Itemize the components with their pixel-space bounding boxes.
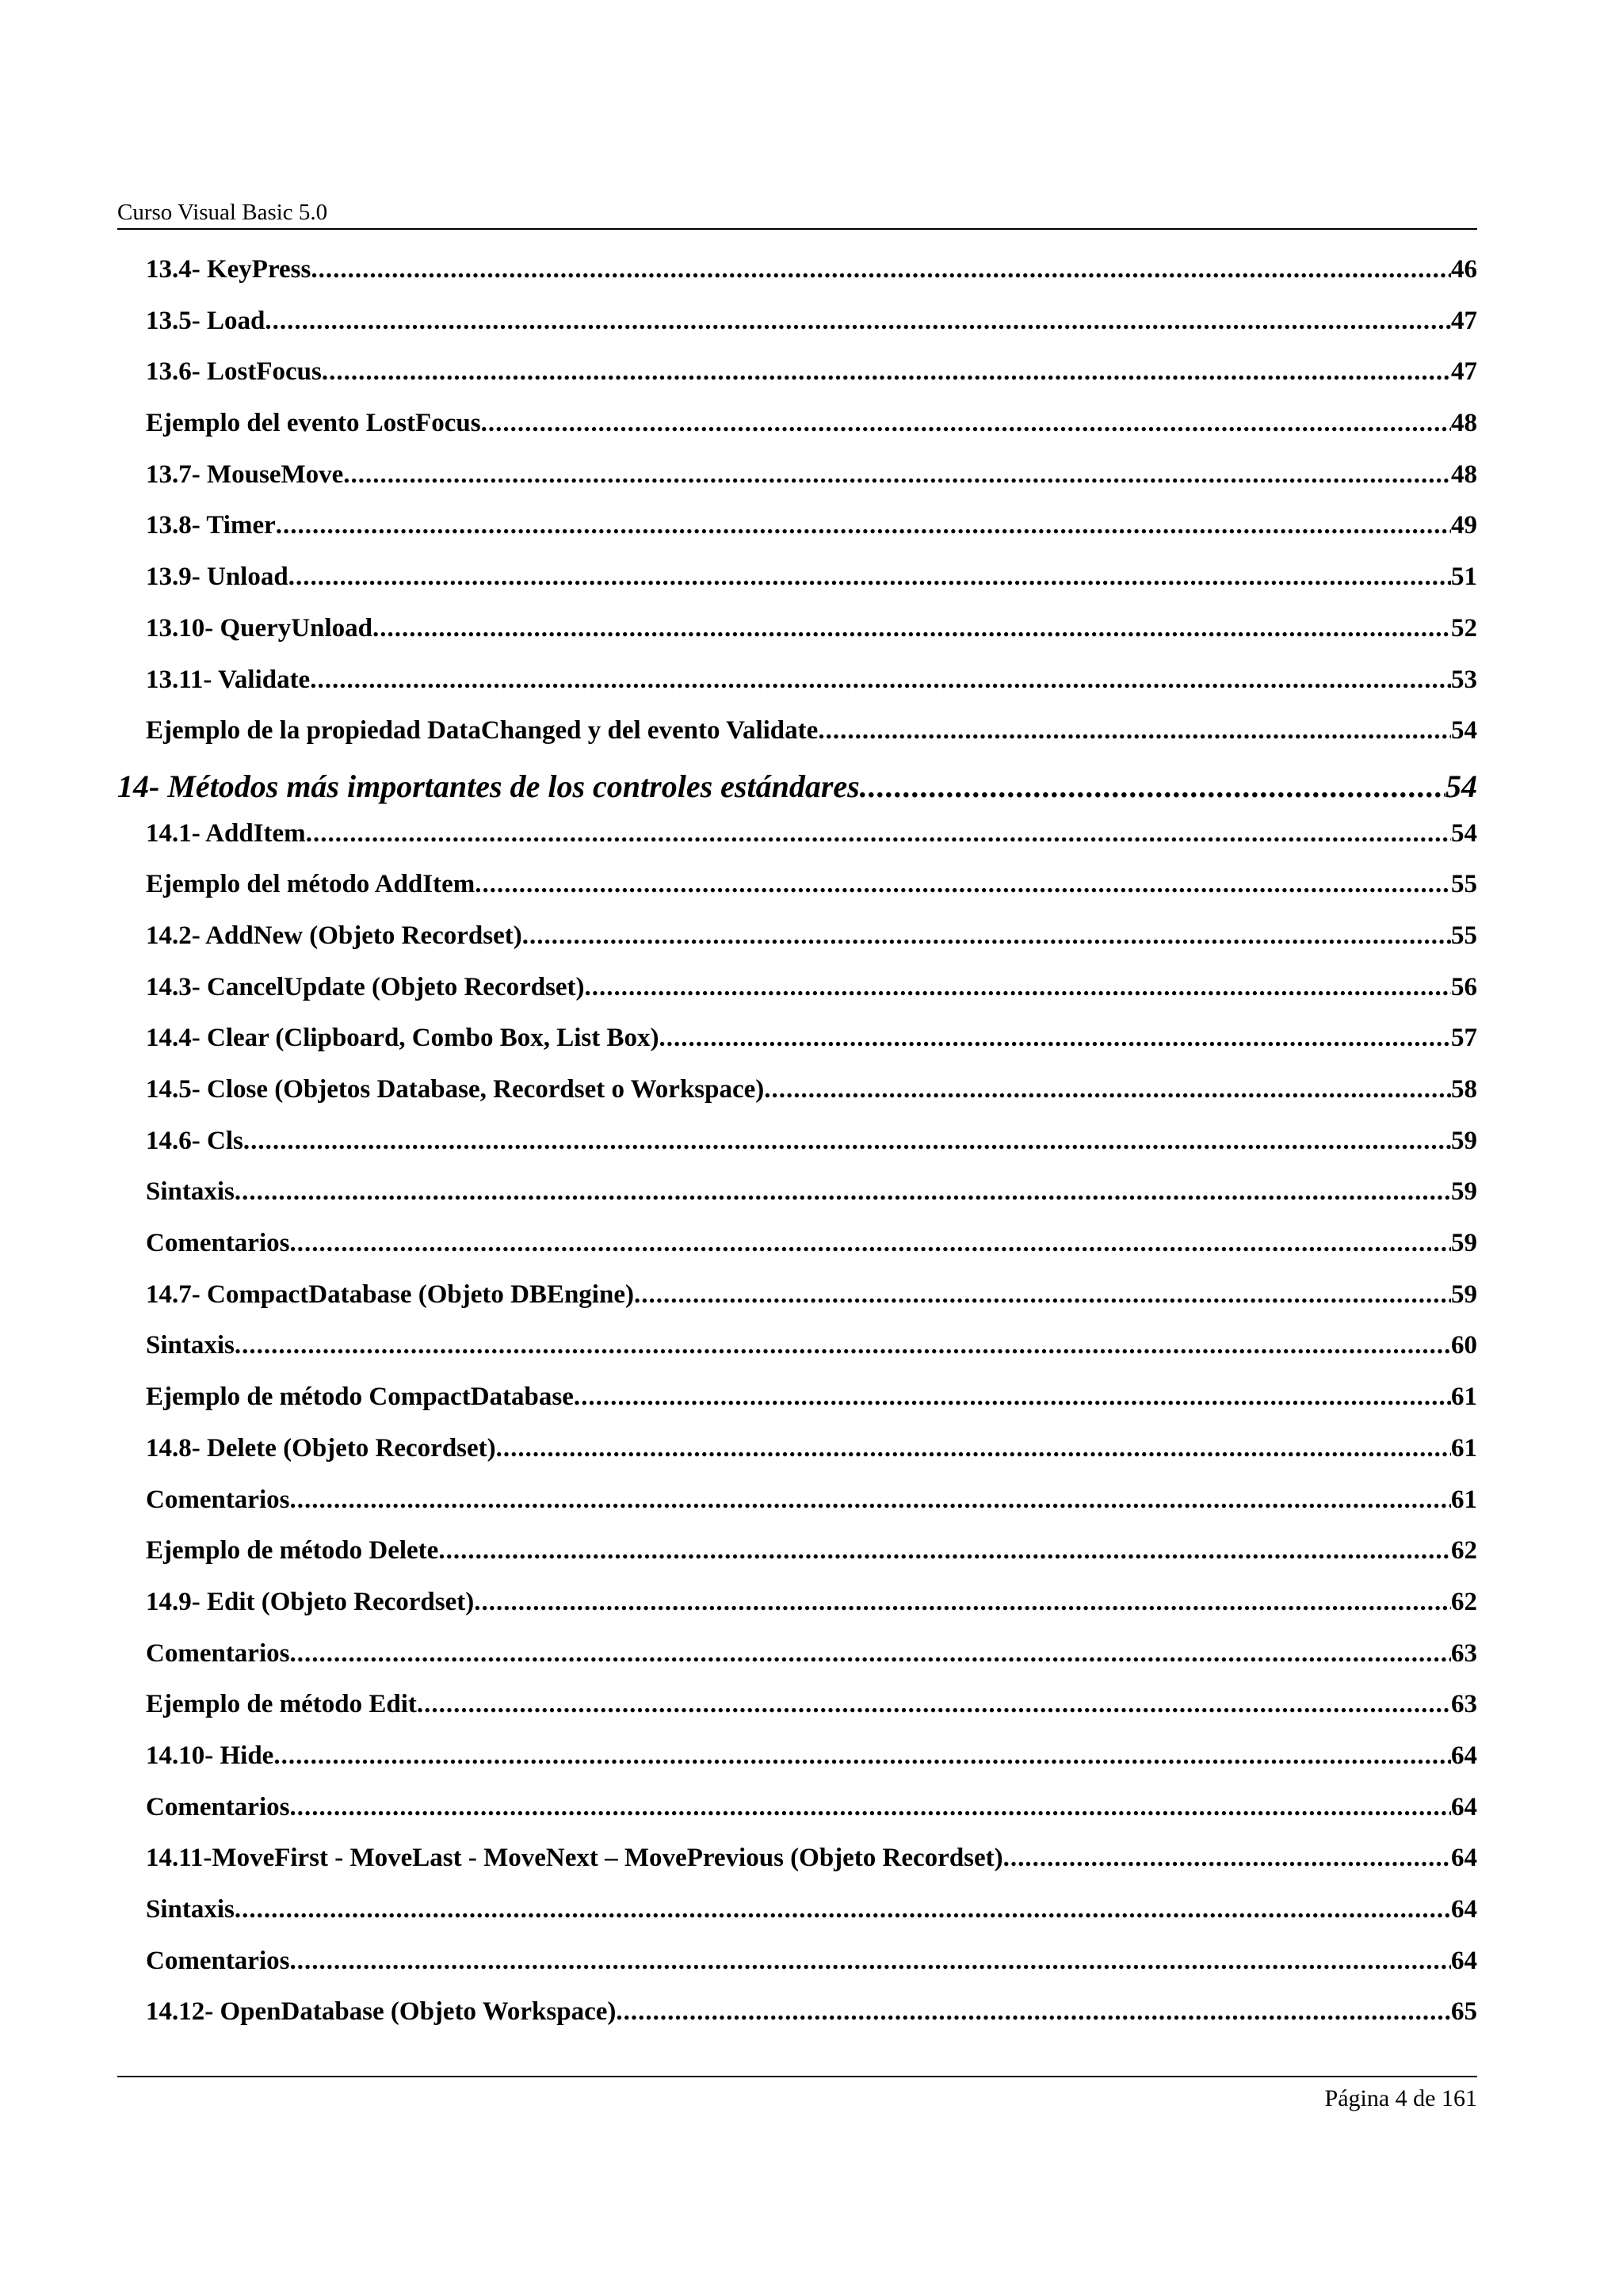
toc-dot-leader	[634, 1280, 1451, 1310]
toc-dot-leader	[1003, 1844, 1451, 1873]
toc-entry[interactable]	[117, 1434, 1477, 1486]
toc-entry-page: 63	[1451, 1638, 1477, 1668]
toc-entry-title: Ejemplo de la propiedad DataChanged y del evento Validate	[146, 716, 819, 746]
toc-dot-leader	[235, 1895, 1451, 1924]
toc-entry[interactable]	[117, 1844, 1477, 1895]
toc-entry-title: Comentarios	[146, 1229, 290, 1258]
toc-entry-page: 55	[1451, 870, 1477, 899]
toc-entry[interactable]	[117, 870, 1477, 921]
toc-entry[interactable]	[117, 1536, 1477, 1588]
toc-entry[interactable]	[117, 1127, 1477, 1178]
toc-dot-leader	[322, 357, 1451, 387]
toc-entry[interactable]	[117, 1588, 1477, 1639]
toc-dot-leader	[311, 255, 1451, 284]
toc-entry-page: 64	[1451, 1844, 1477, 1873]
toc-entry-page: 54	[1451, 818, 1477, 848]
toc-dot-leader	[438, 1536, 1451, 1566]
toc-entry-title: Ejemplo del método AddItem	[146, 870, 475, 899]
toc-entry-title: Comentarios	[146, 1792, 290, 1821]
toc-dot-leader	[289, 1229, 1451, 1258]
toc-entry[interactable]	[117, 666, 1477, 717]
toc-entry-page: 60	[1451, 1331, 1477, 1360]
toc-entry-page: 61	[1451, 1433, 1477, 1463]
toc-entry[interactable]	[117, 1895, 1477, 1947]
toc-entry-page: 64	[1451, 1741, 1477, 1770]
toc-entry-title: 13.4- KeyPress	[146, 255, 311, 284]
toc-entry[interactable]	[117, 1639, 1477, 1691]
toc-entry[interactable]	[117, 973, 1477, 1024]
toc-entry-title: 14.11-MoveFirst - MoveLast - MoveNext – MovePrevious (Objeto Recordset)	[146, 1844, 1003, 1873]
toc-dot-leader	[475, 870, 1451, 899]
toc-entry-page: 64	[1451, 1895, 1477, 1924]
toc-entry-page: 54	[1445, 768, 1477, 804]
toc-entry[interactable]	[117, 1024, 1477, 1075]
toc-entry[interactable]	[117, 1075, 1477, 1127]
toc-entry-title: 14.3- CancelUpdate (Objeto Recordset)	[146, 972, 585, 1001]
toc-entry[interactable]	[117, 460, 1477, 512]
toc-entry[interactable]	[117, 255, 1477, 307]
toc-entry-page: 61	[1451, 1383, 1477, 1412]
toc-entry-page: 61	[1451, 1485, 1477, 1514]
toc-entry-page: 59	[1451, 1280, 1477, 1309]
toc-entry-page: 47	[1451, 306, 1477, 335]
toc-entry-title: 14.10- Hide	[146, 1741, 274, 1770]
toc-entry[interactable]	[117, 819, 1477, 871]
toc-entry-title: 14.1- AddItem	[146, 818, 306, 848]
toc-entry-title: 13.10- QueryUnload	[146, 613, 373, 643]
toc-entry[interactable]	[117, 563, 1477, 614]
toc-dot-leader	[522, 921, 1451, 951]
toc-entry[interactable]	[117, 1331, 1477, 1383]
toc-entry-page: 59	[1451, 1229, 1477, 1258]
toc-dot-leader	[860, 768, 1445, 805]
toc-dot-leader	[289, 1486, 1451, 1515]
toc-dot-leader	[289, 1947, 1451, 1976]
toc-entry-page: 64	[1451, 1946, 1477, 1975]
toc-entry[interactable]	[117, 921, 1477, 973]
toc-entry[interactable]	[117, 1997, 1477, 2049]
toc-dot-leader	[288, 563, 1451, 592]
toc-entry[interactable]	[117, 357, 1477, 409]
toc-entry-page: 59	[1451, 1126, 1477, 1155]
toc-entry-page: 59	[1451, 1177, 1477, 1207]
toc-entry-page: 56	[1451, 972, 1477, 1001]
toc-entry-title: Ejemplo de método Delete	[146, 1536, 439, 1566]
toc-entry-title: Comentarios	[146, 1946, 290, 1975]
page-footer	[117, 2076, 1477, 2112]
toc-dot-leader	[574, 1383, 1451, 1412]
toc-entry-title: 13.11- Validate	[146, 665, 311, 694]
toc-entry-title: Ejemplo de método Edit	[146, 1690, 417, 1719]
toc-entry-page: 58	[1451, 1075, 1477, 1104]
toc-entry[interactable]	[117, 1741, 1477, 1793]
toc-dot-leader	[818, 716, 1451, 746]
toc-dot-leader	[764, 1075, 1451, 1104]
toc-dot-leader	[235, 1331, 1451, 1360]
toc-entry-title: 14.6- Cls	[146, 1126, 243, 1155]
toc-dot-leader	[289, 1639, 1451, 1669]
toc-entry[interactable]	[117, 307, 1477, 358]
toc-entry-page: 63	[1451, 1690, 1477, 1719]
toc-entry-title: 13.5- Load	[146, 306, 265, 335]
toc-dot-leader	[616, 1997, 1451, 2027]
toc-entry-title: Comentarios	[146, 1485, 290, 1514]
toc-dot-leader	[265, 307, 1451, 336]
toc-dot-leader	[276, 511, 1451, 540]
toc-entry[interactable]	[117, 1486, 1477, 1537]
toc-entry-title: 14.4- Clear (Clipboard, Combo Box, List Box)	[146, 1024, 659, 1053]
toc-entry-title: Ejemplo de método CompactDatabase	[146, 1383, 574, 1412]
toc-entry-page: 54	[1451, 716, 1477, 746]
toc-entry-title: 14.12- OpenDatabase (Objeto Workspace)	[146, 1997, 617, 2027]
toc-dot-leader	[343, 460, 1451, 490]
toc-dot-leader	[481, 409, 1451, 438]
toc-entry[interactable]	[117, 511, 1477, 563]
toc-entry-page: 53	[1451, 665, 1477, 694]
toc-entry-title: Comentarios	[146, 1638, 290, 1668]
page-header	[117, 196, 1477, 230]
toc-entry-page: 55	[1451, 921, 1477, 950]
toc-entry-title: 14.7- CompactDatabase (Objeto DBEngine)	[146, 1280, 634, 1309]
toc-entry[interactable]	[117, 1177, 1477, 1229]
toc-entry[interactable]	[117, 1947, 1477, 1998]
toc-entry-page: 48	[1451, 460, 1477, 489]
toc-entry-page: 48	[1451, 409, 1477, 438]
toc-entry-page: 47	[1451, 357, 1477, 387]
toc-entry-title: 13.7- MouseMove	[146, 460, 344, 489]
toc-entry-page: 65	[1451, 1997, 1477, 2027]
toc-entry-title: 14.9- Edit (Objeto Recordset)	[146, 1587, 475, 1616]
toc-entry[interactable]	[117, 1229, 1477, 1280]
toc-entry-page: 62	[1451, 1587, 1477, 1616]
toc-entry-page: 51	[1451, 563, 1477, 592]
toc-entry[interactable]	[117, 409, 1477, 460]
document-title: Curso Visual Basic 5.0	[117, 200, 328, 225]
toc-entry-title: 13.9- Unload	[146, 563, 288, 592]
toc-dot-leader	[306, 819, 1451, 849]
toc-dot-leader	[243, 1127, 1451, 1156]
toc-dot-leader	[659, 1024, 1452, 1053]
toc-entry-title: Sintaxis	[146, 1331, 235, 1360]
toc-chapter-entry[interactable]	[117, 768, 1477, 819]
toc-entry-page: 64	[1451, 1792, 1477, 1821]
toc-entry[interactable]	[117, 1280, 1477, 1332]
toc-dot-leader	[273, 1741, 1451, 1771]
toc-entry[interactable]	[117, 614, 1477, 666]
toc-dot-leader	[417, 1690, 1451, 1719]
toc-entry-title: Sintaxis	[146, 1177, 235, 1207]
toc-entry-title: Ejemplo del evento LostFocus	[146, 409, 481, 438]
toc-dot-leader	[235, 1177, 1451, 1207]
toc-entry-title: Sintaxis	[146, 1895, 235, 1924]
toc-dot-leader	[474, 1588, 1451, 1617]
toc-entry-title: 14.8- Delete (Objeto Recordset)	[146, 1433, 496, 1463]
page-number: Página 4 de 161	[1324, 2085, 1477, 2111]
table-of-contents	[117, 255, 1477, 2049]
toc-entry-page: 52	[1451, 613, 1477, 643]
toc-entry[interactable]	[117, 1383, 1477, 1434]
toc-entry[interactable]	[117, 716, 1477, 768]
toc-dot-leader	[372, 614, 1451, 643]
toc-entry-page: 57	[1451, 1024, 1477, 1053]
toc-entry-title: 13.8- Timer	[146, 511, 276, 540]
toc-entry[interactable]	[117, 1690, 1477, 1741]
toc-entry[interactable]	[117, 1793, 1477, 1844]
toc-dot-leader	[289, 1793, 1451, 1822]
toc-dot-leader	[585, 973, 1451, 1002]
toc-entry-page: 46	[1451, 255, 1477, 284]
toc-entry-title: 14.2- AddNew (Objeto Recordset)	[146, 921, 522, 950]
toc-entry-title: 14.5- Close (Objetos Database, Recordset o Workspace)	[146, 1075, 765, 1104]
toc-entry-title: 13.6- LostFocus	[146, 357, 322, 387]
toc-entry-page: 49	[1451, 511, 1477, 540]
toc-entry-page: 62	[1451, 1536, 1477, 1566]
toc-dot-leader	[310, 666, 1451, 695]
toc-entry-title: 14- Métodos más importantes de los controles estándares	[117, 768, 860, 804]
toc-dot-leader	[496, 1434, 1451, 1463]
